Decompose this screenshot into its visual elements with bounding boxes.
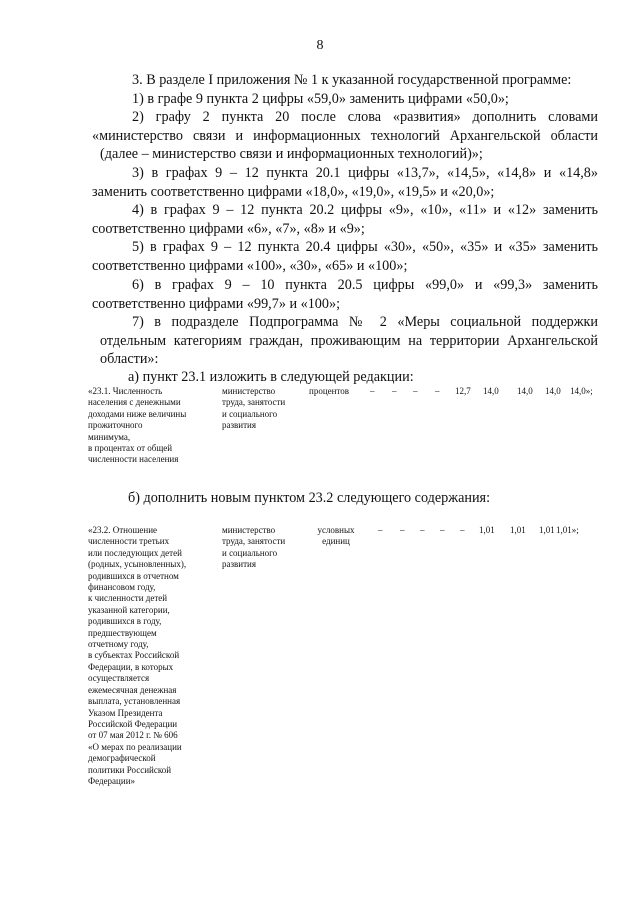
item-4: 4) в графах 9 – 12 пункта 20.2 цифры «9», «10», «11» и «12» заменить соответственно цифрами «6», «7», «8» и «9»; [92, 202, 598, 237]
value-cell: 14,0»; [570, 386, 593, 396]
value-cell: – [392, 386, 397, 396]
row-23-2-executor: министерство труда, занятости и социального развития [222, 525, 286, 570]
page-number: 8 [316, 38, 324, 53]
item-3: 3) в графах 9 – 12 пункта 20.1 цифры «13,7», «14,5», «14,8» и «14,8» заменить соответственно цифрами «18,0», «19,0», «19,5» и «20,0»; [92, 165, 598, 200]
value-cell: 14,0 [517, 386, 533, 396]
value-cell: 1,01»; [556, 525, 579, 535]
section-3-heading: 3. В разделе I приложения № 1 к указанной государственной программе: [132, 72, 572, 88]
value-cell: – [460, 525, 465, 535]
row-23-2-indicator: «23.2. Отношение численности третьих или последующих детей (родных, усыновленных), родившихся в отчетном финансовом году, к численности детей указанной категории, родившихся в году, предшествующем отчетному году, в субъектах Российской Федерации, в которых осуществляется ежемесячная денежная выплата, установленная Указом Президента Российской Федерации от 07 мая 2012 г. № 606 «О мерах по реализации демографической политики Российской Федерации» [88, 525, 187, 786]
value-cell: – [400, 525, 405, 535]
row-23-1-executor: министерство труда, занятости и социального развития [222, 386, 286, 431]
row-23-2-unit: условных единиц [317, 525, 355, 547]
row-23-1-unit: процентов [309, 386, 350, 396]
item-b: б) дополнить новым пунктом 23.2 следующего содержания: [128, 490, 491, 506]
item-7: 7) в подразделе Подпрограмма № 2 «Меры социальной поддержки отдельным категориям граждан, проживающим на территории Архангельской области»: [100, 314, 598, 368]
value-cell: 1,01 [510, 525, 526, 535]
value-cell: – [378, 525, 383, 535]
row-23-1-values [0, 386, 640, 398]
value-cell: 14,0 [545, 386, 561, 396]
row-23-1-indicator: «23.1. Численность населения с денежными доходами ниже величины прожиточного минимума, в процентах от общей численности населения [88, 386, 187, 465]
value-cell: – [435, 386, 440, 396]
value-cell: 1,01 [539, 525, 555, 535]
value-cell: – [370, 386, 375, 396]
item-a: а) пункт 23.1 изложить в следующей редакции: [128, 369, 414, 385]
value-cell: 14,0 [483, 386, 499, 396]
row-23-2-values [0, 525, 640, 537]
item-2: 2) графу 2 пункта 20 после слова «развития» дополнить словами «министерство связи и информационных технологий Архангельской области (далее – министерство связи и информационных технологий)»; [92, 109, 598, 163]
value-cell: – [413, 386, 418, 396]
item-5: 5) в графах 9 – 12 пункта 20.4 цифры «30», «50», «35» и «35» заменить соответственно цифрами «100», «30», «65» и «100»; [92, 239, 598, 274]
value-cell: – [440, 525, 445, 535]
item-6: 6) в графах 9 – 10 пункта 20.5 цифры «99,0» и «99,3» заменить соответственно цифрами «99,7» и «100»; [92, 277, 598, 312]
value-cell: – [420, 525, 425, 535]
value-cell: 1,01 [479, 525, 495, 535]
item-1: 1) в графе 9 пункта 2 цифры «59,0» заменить цифрами «50,0»; [132, 91, 509, 107]
value-cell: 12,7 [455, 386, 471, 396]
